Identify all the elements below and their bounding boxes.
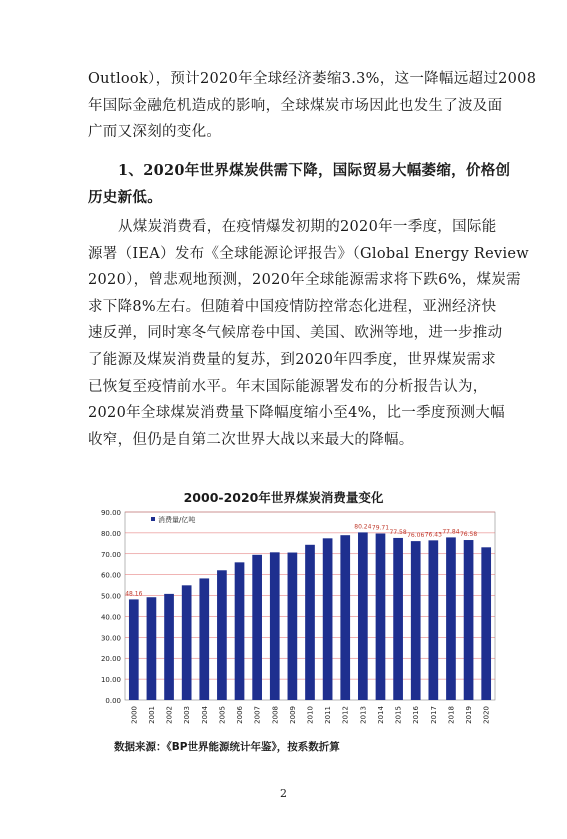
text-line: 历史新低。 <box>88 188 162 206</box>
x-tick-label: 2008 <box>271 706 280 724</box>
x-tick-label: 2018 <box>447 706 456 724</box>
bar-2001 <box>147 597 157 700</box>
legend-label: 消费量/亿吨 <box>158 516 196 524</box>
data-label: 48.16 <box>125 590 143 598</box>
x-tick-label: 2011 <box>324 706 333 724</box>
bar-2020 <box>481 547 491 700</box>
bar-2015 <box>393 538 403 700</box>
bar-2002 <box>164 594 174 700</box>
bar-2007 <box>252 555 262 700</box>
y-tick-label: 0.00 <box>105 697 121 705</box>
y-tick-label: 60.00 <box>100 571 121 580</box>
x-tick-label: 2002 <box>165 706 174 724</box>
bar-2010 <box>305 545 315 700</box>
x-tick-label: 2003 <box>183 706 192 724</box>
bar-2013 <box>358 532 368 700</box>
x-tick-label: 2016 <box>412 706 421 724</box>
text-line: 2020），曾悲观地预测，2020年全球能源需求将下跌6%，煤炭需 <box>88 272 521 289</box>
x-tick-label: 2015 <box>394 706 403 724</box>
y-tick-label: 30.00 <box>100 634 121 643</box>
intro-paragraph <box>88 66 537 146</box>
y-tick-label: 20.00 <box>100 655 121 664</box>
x-tick-label: 2001 <box>147 706 156 724</box>
bar-2004 <box>199 578 209 700</box>
bar-2006 <box>235 562 245 700</box>
x-tick-label: 2009 <box>288 706 297 724</box>
y-tick-label: 80.00 <box>100 529 121 538</box>
x-tick-label: 2005 <box>218 706 227 724</box>
bar-2014 <box>376 533 386 700</box>
x-tick-label: 2012 <box>341 706 350 724</box>
body-paragraph <box>88 214 529 453</box>
text-line: 收窄，但仍是自第二次世界大战以来最大的降幅。 <box>88 431 414 448</box>
text-line: Outlook），预计2020年全球经济萎缩3.3%，这一降幅远超过2008 <box>88 71 537 87</box>
bar-2016 <box>411 541 421 700</box>
bar-2005 <box>217 570 227 700</box>
bar-2018 <box>446 537 456 700</box>
x-tick-label: 2000 <box>130 706 139 724</box>
data-label: 77.58 <box>389 528 407 536</box>
bar-2017 <box>428 540 438 700</box>
x-tick-label: 2010 <box>306 706 315 724</box>
text-line: 年国际金融危机造成的影响，全球煤炭市场因此也发生了波及面 <box>88 97 503 114</box>
text-line: 2020年全球煤炭消费量下降幅度缩小至4%，比一季度预测大幅 <box>88 405 505 422</box>
data-label: 77.84 <box>442 528 460 536</box>
text-line: 了能源及煤炭消费量的复苏，到2020年四季度，世界煤炭需求 <box>88 351 497 368</box>
text-line: 从煤炭消费看，在疫情爆发初期的2020年一季度，国际能 <box>118 219 497 235</box>
data-source-note: 数据来源：《BP世界能源统计年鉴》，按系数折算 <box>114 741 340 753</box>
x-tick-label: 2019 <box>465 706 474 724</box>
y-tick-label: 40.00 <box>100 613 121 622</box>
text-line: 求下降8%左右。但随着中国疫情防控常态化进程，亚洲经济快 <box>88 298 497 315</box>
bar-2012 <box>340 535 350 700</box>
legend-swatch <box>151 517 155 521</box>
data-label: 80.24 <box>354 523 372 531</box>
x-tick-label: 2014 <box>376 706 385 724</box>
x-tick-label: 2013 <box>359 706 368 724</box>
data-label: 76.06 <box>407 532 425 540</box>
bar-2003 <box>182 585 192 700</box>
y-tick-label: 90.00 <box>100 509 121 517</box>
y-tick-label: 50.00 <box>100 592 121 601</box>
text-line: 广而又深刻的变化。 <box>88 124 222 141</box>
bar-2000 <box>129 599 139 700</box>
data-label: 76.58 <box>459 531 478 539</box>
x-tick-label: 2006 <box>236 706 245 724</box>
plot-area <box>125 512 495 700</box>
bar-2009 <box>288 553 298 700</box>
text-line: 1、2020年世界煤炭供需下降，国际贸易大幅萎缩，价格创 <box>118 162 511 179</box>
x-tick-label: 2017 <box>429 706 438 724</box>
text-line: 速反弹，同时寒冬气候席卷中国、美国、欧洲等地，进一步推动 <box>88 325 503 342</box>
y-tick-label: 70.00 <box>100 550 121 559</box>
text-line: 已恢复至疫情前水平。年末国际能源署发布的分析报告认为， <box>88 378 488 395</box>
y-tick-label: 10.00 <box>100 676 121 685</box>
x-tick-label: 2007 <box>253 706 262 724</box>
page-number: 2 <box>280 787 287 800</box>
bar-2011 <box>323 538 333 700</box>
chart-title: 2000-2020年世界煤炭消费量变化 <box>183 490 384 505</box>
x-tick-label: 2020 <box>482 706 491 724</box>
x-tick-label: 2004 <box>200 706 209 724</box>
bar-2019 <box>464 540 474 700</box>
text-line: 源署（IEA）发布《全球能源论评报告》（Global Energy Review <box>88 245 529 262</box>
section-heading <box>88 158 511 211</box>
bar-2008 <box>270 552 280 700</box>
data-label: 76.43 <box>424 531 442 539</box>
data-label: 79.71 <box>371 524 390 532</box>
